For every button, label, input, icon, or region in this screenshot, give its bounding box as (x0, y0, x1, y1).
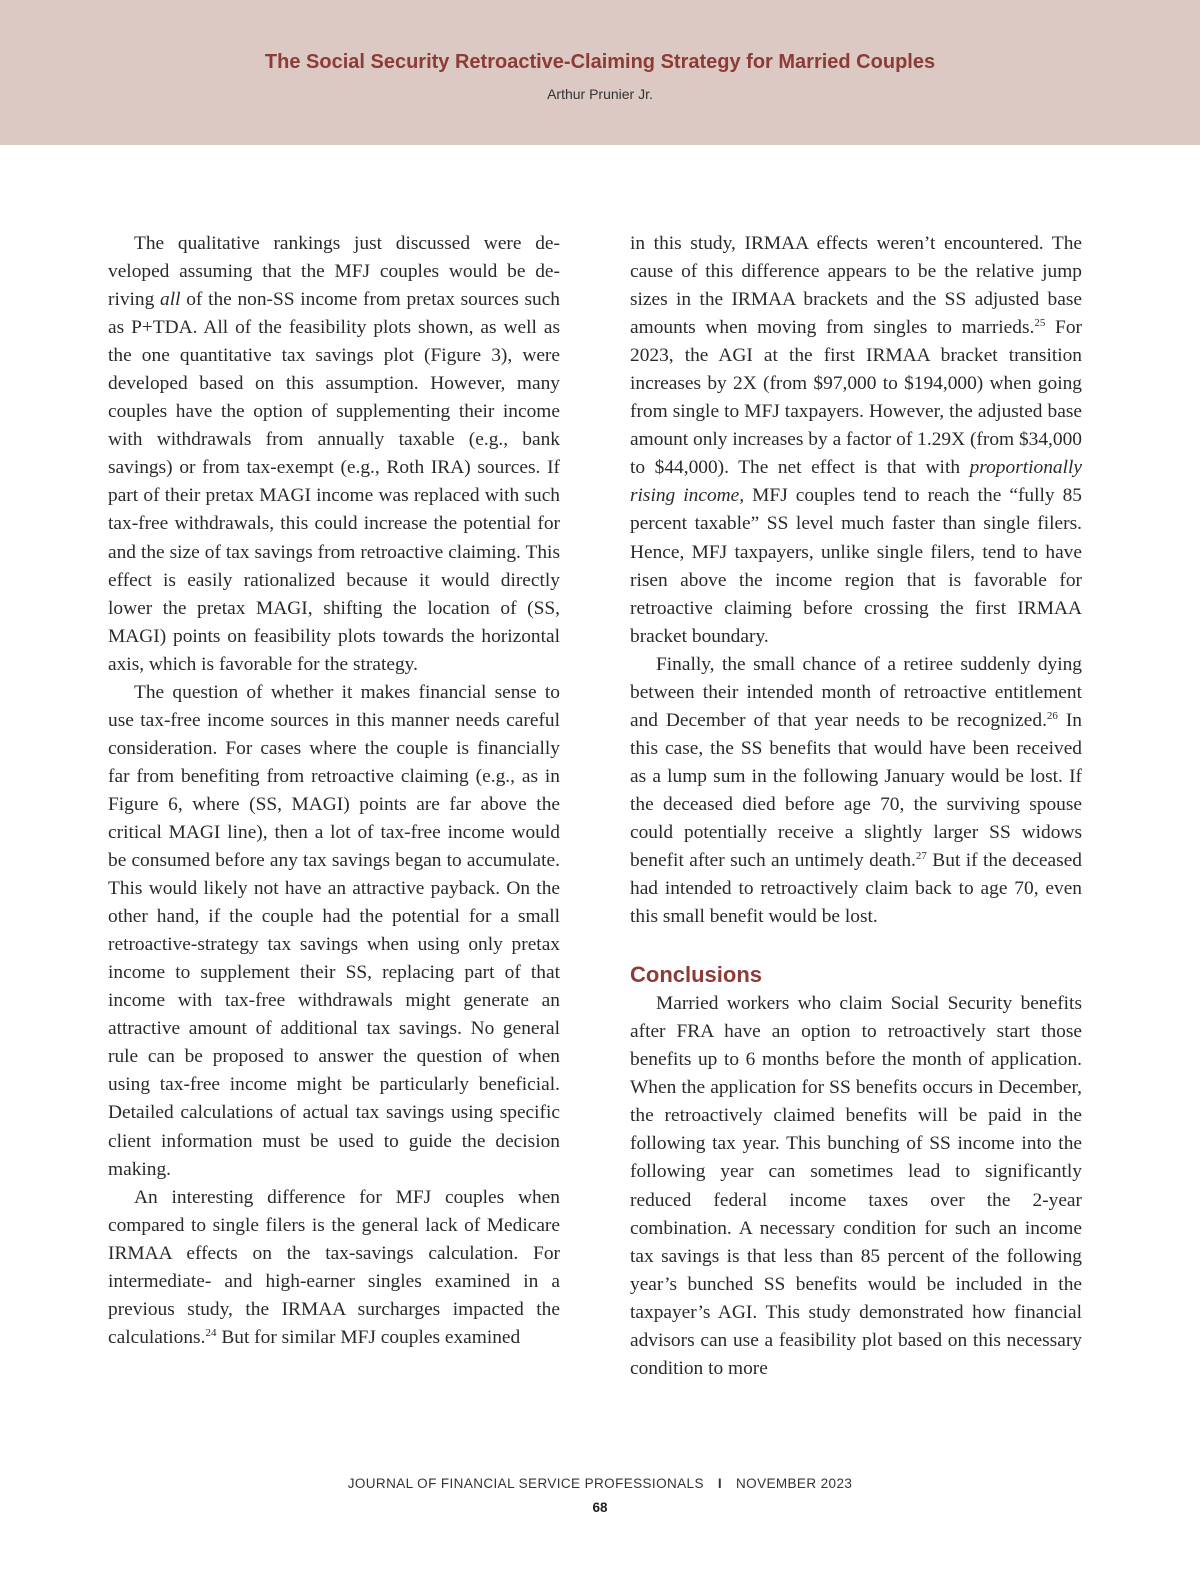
page-number: 68 (592, 1500, 608, 1515)
article-author: Arthur Prunier Jr. (547, 86, 653, 102)
issue-date: NOVEMBER 2023 (736, 1476, 853, 1491)
left-column (108, 230, 560, 1352)
paragraph: Married workers who claim Social Security benefits after FRA have an option to retroactively start those benefits up to 6 months before the month of application. When the application for SS benefits occurs in December, the retroactively claimed benefits will be paid in the following tax year. This bunching of SS income into the following year can sometimes lead to significantly reduced federal income taxes over the 2-year combination. A necessary condition for such an income tax savings is that less than 85 percent of the following year’s bunched SS benefits would be included in the taxpayer’s AGI. This study demonstrated how financial advisors can use a feasibility plot based on this necessary condition to more (630, 993, 1082, 1379)
footnote-ref: 26 (1046, 709, 1058, 722)
footer-journal (0, 1476, 1200, 1491)
footer-separator: I (717, 1476, 723, 1491)
section-heading: Conclusions (630, 962, 763, 988)
right-column (630, 230, 1082, 1383)
paragraph: The qualitative rankings just discussed were developed assuming that the MFJ couples would be deriving all of the non-SS income from pretax sources such as P+TDA. All of the feasibility plots shown, as well as the one quantitative tax savings plot (Figure 3), were developed based on this assumption. However, many couples have the option of supplementing their income with withdrawals from annually taxable (e.g., bank savings) or from tax-exempt (e.g., Roth IRA) sources. If part of their pretax MAGI income was replaced with such tax-free withdrawals, this could increase the potential for and the size of tax savings from retroactive claiming. This effect is easily rationalized because it would directly lower the pretax MAGI, shifting the location of (SS, MAGI) points on feasibility plots towards the horizontal axis, which is favorable for the strategy. (108, 233, 560, 675)
emphasis: proportionally rising income, (630, 457, 1082, 507)
footnote-ref: 25 (1034, 317, 1046, 330)
paragraph: An interesting difference for MFJ couples when compared to single filers is the general lack of Medicare IRMAA effects on the tax-savings calculation. For intermediate- and high-earner singles examined in a previous study, the IRMAA surcharges impacted the calculations.$^{24}$ But for similar MFJ couples examined (108, 1186, 560, 1348)
footnote-ref: 24 (205, 1326, 217, 1339)
journal-name: JOURNAL OF FINANCIAL SERVICE PROFESSIONALS (347, 1476, 704, 1491)
header-band (0, 0, 1200, 145)
article-title: The Social Security Retroactive-Claiming Strategy for Married Couples (264, 51, 936, 73)
paragraph: The question of whether it makes financial sense to use tax-free income sources in this manner needs careful consideration. For cases where the couple is financially far from benefiting from retroactive claiming (e.g., as in Figure 6, where (SS, MAGI) points are far above the critical MAGI line), then a lot of tax-free income would be consumed before any tax savings began to accumulate. This would likely not have an attractive payback. On the other hand, if the couple had the potential for a small retroactive-strategy tax savings when using only pretax income to supplement their SS, replacing part of that income with tax-free withdrawals might generate an attractive amount of additional tax savings. No general rule can be proposed to answer the question of when using tax-free income might be particularly beneficial. Detailed calculations of actual tax savings using specific client information must be used to guide the decision making. (108, 681, 560, 1180)
paragraph: Finally, the small chance of a retiree suddenly dying between their intended month of retroactive entitlement and December of that year needs to be recognized.$^{26}$ In this case, the SS benefits that would have been received as a lump sum in the following January would be lost. If the deceased died before age 70, the surviving spouse could potentially receive a slightly larger SS widows benefit after such an untimely death.$^{27}$ But if the deceased had intended to retroactively claim back to age 70, even this small benefit would be lost. (630, 653, 1082, 928)
footnote-ref: 27 (915, 850, 927, 863)
emphasis: all (160, 289, 181, 311)
paragraph: in this study, IRMAA effects weren’t encountered. The cause of this difference appears to be the relative jump sizes in the IRMAA brackets and the SS adjusted base amounts when moving from singles to marrieds.$^{25}$ For 2023, the AGI at the first IRMAA bracket transition increases by 2X (from $97,000 to $194,000) when going from single to MFJ taxpayers. However, the adjusted base amount only increases by a factor of 1.29X (from $34,000 to $44,000). The net effect is that with proportionally rising income, MFJ couples tend to reach the “fully 85 percent taxable” SS level much faster than single filers. Hence, MFJ taxpayers, unlike single filers, tend to have risen above the income region that is favorable for retroactive claiming before crossing the first IRMAA bracket boundary. (630, 233, 1082, 647)
